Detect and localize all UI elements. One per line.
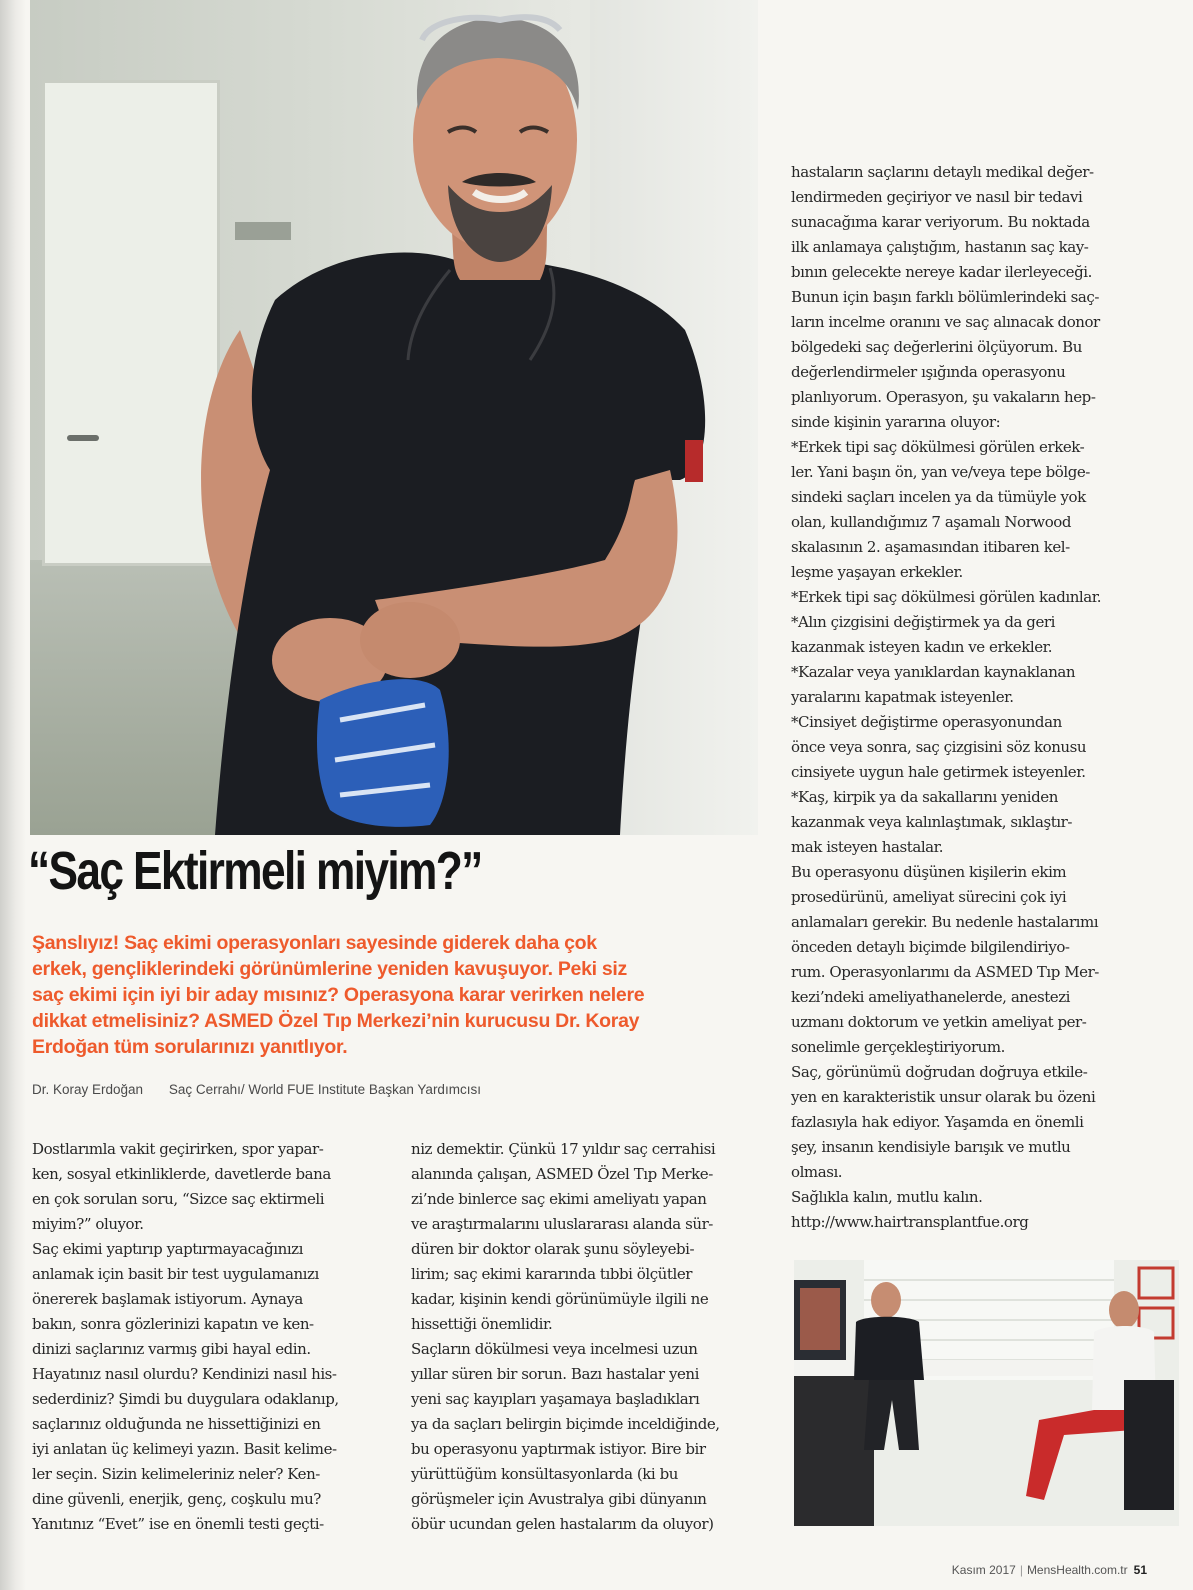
text-line: skalasının 2. aşamasından itibaren kel-: [791, 538, 1070, 556]
text-line: ya da saçları belirgin biçimde inceldiğinde,: [411, 1415, 720, 1433]
body-column-middle: [411, 1137, 771, 1537]
text-line: lendirmeden geçiriyor ve nasıl bir tedavi: [791, 188, 1083, 206]
lead-line: Şanslıyız! Saç ekimi operasyonları sayesinde giderek daha çok: [32, 932, 597, 954]
text-line: şey, insanın kendisiyle barışık ve mutlu: [791, 1138, 1071, 1156]
text-line: ve araştırmalarını uluslararası alanda sür-: [411, 1215, 713, 1233]
site-name: MensHealth.com.tr: [1026, 1563, 1128, 1577]
text-line: öbür ucundan gelen hastalarım da oluyor): [411, 1515, 714, 1533]
article-lead: [32, 930, 752, 1060]
text-line: iyi anlatan üç kelimeyi yazın. Basit kelime-: [32, 1440, 337, 1458]
text-line: *Alın çizgisini değiştirmek ya da geri: [791, 613, 1055, 631]
text-line: *Erkek tipi saç dökülmesi görülen erkek-: [791, 438, 1085, 456]
text-line: Hayatınız nasıl olurdu? Kendinizi nasıl his-: [32, 1365, 337, 1383]
text-line: bakın, sonra gözlerinizi kapatın ve ken-: [32, 1315, 314, 1333]
issue-date: Kasım 2017: [951, 1563, 1016, 1577]
text-line: olan, kullandığımız 7 aşamalı Norwood: [791, 513, 1072, 531]
text-line: kazanmak isteyen kadın ve erkekler.: [791, 638, 1053, 656]
text-line: mak isteyen hastalar.: [791, 838, 944, 856]
text-line: sinde kişinin yararına oluyor:: [791, 413, 1001, 431]
text-line: önererek başlamak istiyorum. Aynaya: [32, 1290, 303, 1308]
text-line: ların incelme oranını ve saç alınacak donor: [791, 313, 1100, 331]
text-line: Saç ekimi yaptırıp yaptırmayacağınızı: [32, 1240, 303, 1258]
text-line: hissettiği önemlidir.: [411, 1315, 553, 1333]
text-line: leşme yaşayan erkekler.: [791, 563, 963, 581]
text-line: önce veya sonra, saç çizgisini söz konusu: [791, 738, 1087, 756]
text-line: yıllar süren bir sorun. Bazı hastalar yeni: [411, 1365, 699, 1383]
text-line: sonelimle gerçekleştiriyorum.: [791, 1038, 1005, 1056]
lead-line: dikkat etmelisiniz? ASMED Özel Tıp Merkezi’nin kurucusu Dr. Koray: [32, 1010, 640, 1032]
text-line: uzmanı doktorum ve yetkin ameliyat per-: [791, 1013, 1087, 1031]
text-line: ler seçin. Sizin kelimeleriniz neler? Ken-: [32, 1465, 320, 1483]
text-line: cinsiyete uygun hale getirmek isteyenler.: [791, 763, 1086, 781]
footer-separator: |: [1019, 1563, 1023, 1577]
text-line: *Cinsiyet değiştirme operasyonundan: [791, 713, 1062, 731]
text-line: sindeki saçları incelen ya da tümüyle yok: [791, 488, 1086, 506]
page-number: 51: [1133, 1563, 1147, 1577]
page-edge-shadow: [0, 0, 26, 1590]
text-line: ilk anlamaya çalıştığım, hastanın saç kay-: [791, 238, 1089, 256]
text-line: ler. Yani başın ön, yan ve/veya tepe bölge-: [791, 463, 1090, 481]
text-line: değerlendirmeler ışığında operasyonu: [791, 363, 1066, 381]
text-line: yeni saç kayıpları yaşamaya başladıkları: [411, 1390, 700, 1408]
text-line: fazlasıyla hak ediyor. Yaşamda en önemli: [791, 1113, 1084, 1131]
text-line: bının gelecekte nereye kadar ilerleyeceği.: [791, 263, 1092, 281]
text-line: Bunun için başın farklı bölümlerindeki saç-: [791, 288, 1099, 306]
text-line: dine güvenli, enerjik, genç, coşkulu mu?: [32, 1490, 321, 1508]
text-line: anlamaları gerekir. Bu nedenle hastalarımı: [791, 913, 1099, 931]
text-line: yaralarını kapatmak isteyenler.: [791, 688, 1014, 706]
text-line: Sağlıkla kalın, mutlu kalın.: [791, 1188, 983, 1206]
text-line: alanında çalışan, ASMED Özel Tıp Merke-: [411, 1165, 713, 1183]
author-name: Dr. Koray Erdoğan: [32, 1082, 144, 1097]
text-line: saçlarınız olduğunda ne hissettiğinizi en: [32, 1415, 321, 1433]
text-line: lirim; saç ekimi kararında tıbbi ölçütler: [411, 1265, 692, 1283]
lead-line: erkek, gençliklerindeki görünümlerine yeniden kavuşuyor. Peki siz: [32, 958, 627, 980]
text-line: kadar, kişinin kendi görünümüyle ilgili ne: [411, 1290, 709, 1308]
text-line: görüşmeler için Avustralya gibi dünyanın: [411, 1490, 707, 1508]
text-line: rum. Operasyonlarımı da ASMED Tıp Mer-: [791, 963, 1099, 981]
doctor-portrait-photo: [30, 0, 758, 835]
text-line: hastaların saçlarını detaylı medikal değer-: [791, 163, 1094, 181]
text-line: yen en karakteristik unsur olarak bu özeni: [791, 1088, 1096, 1106]
text-line: *Erkek tipi saç dökülmesi görülen kadınlar.: [791, 588, 1102, 606]
text-line: ken, sosyal etkinliklerde, davetlerde bana: [32, 1165, 331, 1183]
text-line: yürüttüğüm konsültasyonlarda (ki bu: [411, 1465, 678, 1483]
text-line: bu operasyonu yaptırmak istiyor. Bire bir: [411, 1440, 706, 1458]
text-line: sunacağıma karar veriyorum. Bu noktada: [791, 213, 1090, 231]
author-role: Saç Cerrahı/ World FUE Institute Başkan Yardımcısı: [168, 1082, 481, 1097]
text-line: Dostlarımla vakit geçirirken, spor yapar-: [32, 1140, 324, 1158]
text-line: en çok sorulan soru, “Sizce saç ektirmeli: [32, 1190, 325, 1208]
text-line: miyim?” oluyor.: [32, 1215, 144, 1233]
doctor-figure: [30, 0, 758, 835]
text-line: kazanmak veya kalınlaştımak, sıklaştır-: [791, 813, 1072, 831]
article-headline: “Saç Ektirmeli miyim?”: [28, 841, 482, 901]
body-column-left: [32, 1137, 372, 1537]
lead-line: Erdoğan tüm sorularınızı yanıtlıyor.: [32, 1036, 348, 1058]
text-line: düren bir doktor olarak şunu söyleyebi-: [411, 1240, 695, 1258]
text-line: Saçların dökülmesi veya incelmesi uzun: [411, 1340, 698, 1358]
website-url[interactable]: http://www.hairtransplantfue.org: [791, 1213, 1029, 1231]
text-line: *Kazalar veya yanıklardan kaynaklanan: [791, 663, 1076, 681]
lead-line: saç ekimi için iyi bir aday mısınız? Operasyona karar verirken nelere: [32, 984, 645, 1006]
text-line: olması.: [791, 1163, 843, 1181]
text-line: bölgedeki saç değerlerini ölçüyorum. Bu: [791, 338, 1082, 356]
text-line: *Kaş, kirpik ya da sakallarını yeniden: [791, 788, 1058, 806]
text-line: niz demektir. Çünkü 17 yıldır saç cerrahisi: [411, 1140, 716, 1158]
text-line: önceden detaylı biçimde bilgilendiriyo-: [791, 938, 1070, 956]
text-line: planlıyorum. Operasyon, şu vakaların hep-: [791, 388, 1096, 406]
text-line: sederdiniz? Şimdi bu duygulara odaklanıp,: [32, 1390, 339, 1408]
text-line: prosedürünü, ameliyat sürecini çok iyi: [791, 888, 1067, 906]
consultation-photo: [794, 1260, 1179, 1526]
byline: [32, 1082, 481, 1097]
page-footer: [952, 1563, 1147, 1577]
text-line: Yanıtınız “Evet” ise en önemli testi geçti-: [32, 1515, 324, 1533]
text-line: Bu operasyonu düşünen kişilerin ekim: [791, 863, 1067, 881]
text-line: anlamak için basit bir test uygulamanızı: [32, 1265, 319, 1283]
text-line: zi’nde binlerce saç ekimi ameliyatı yapan: [411, 1190, 707, 1208]
text-line: dinizi saçlarınız varmış gibi hayal edin.: [32, 1340, 311, 1358]
body-column-right: [791, 160, 1151, 1235]
text-line: Saç, görünümü doğrudan doğruya etkile-: [791, 1063, 1088, 1081]
text-line: kezi’ndeki ameliyathanelerde, anestezi: [791, 988, 1070, 1006]
